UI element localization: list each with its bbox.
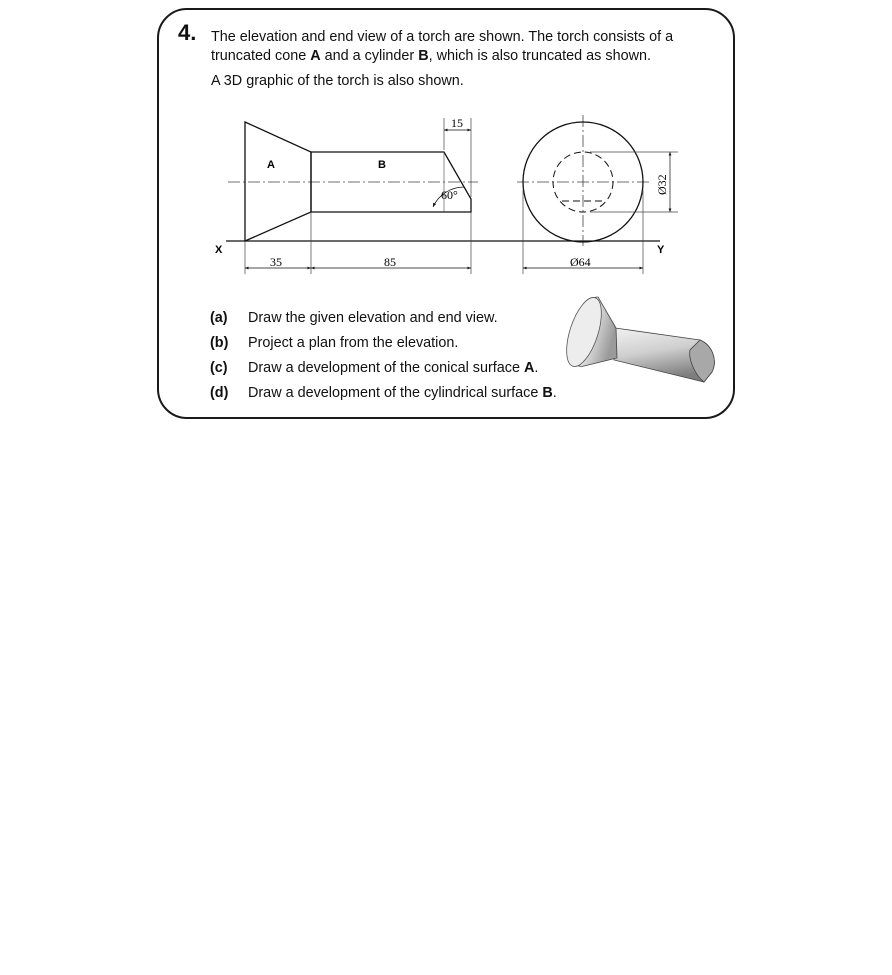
intro-text-2: and a cylinder	[320, 48, 419, 64]
part-b	[210, 330, 557, 355]
part-c-text: Draw a development of the conical surface	[248, 359, 524, 376]
intro-bold-a: A	[310, 48, 321, 64]
question-number: 4.	[178, 20, 197, 45]
orthographic-drawing	[205, 110, 685, 285]
dim-32-text: Ø32	[655, 174, 669, 195]
dim-35-text: 35	[270, 255, 282, 269]
dim-15-text: 15	[451, 116, 463, 130]
part-b-text: Project a plan from the elevation.	[248, 334, 459, 351]
part-d-label: (d)	[210, 384, 229, 401]
parts-list	[210, 305, 557, 405]
part-a-text: Draw the given elevation and end view.	[248, 309, 498, 326]
intro-bold-b: B	[418, 48, 429, 64]
part-c-tail: .	[534, 359, 539, 376]
part-d-bold: B	[542, 384, 553, 401]
intro-text-3: , which is also truncated as shown.	[428, 48, 651, 64]
intro-text-1: The elevation and end view of a torch are shown. The torch consists of a truncated cone	[211, 29, 674, 64]
part-b-label: (b)	[210, 334, 229, 351]
angle-text: 60°	[441, 188, 458, 202]
part-c	[210, 355, 557, 380]
cone-label-a: A	[267, 159, 275, 171]
xy-label-x: X	[215, 244, 223, 256]
part-d	[210, 380, 557, 405]
xy-label-y: Y	[657, 244, 665, 256]
torch-3d-graphic	[563, 292, 723, 392]
graphic-note: A 3D graphic of the torch is also shown.	[211, 73, 464, 89]
dim-64-text: Ø64	[570, 255, 591, 269]
part-c-label: (c)	[210, 359, 228, 376]
cylinder-label-b: B	[378, 159, 386, 171]
part-a-label: (a)	[210, 309, 228, 326]
part-d-tail: .	[552, 384, 557, 401]
part-a	[210, 305, 557, 330]
dim-85-text: 85	[384, 255, 396, 269]
cone-a-outline	[245, 122, 311, 241]
part-d-text: Draw a development of the cylindrical surface	[248, 384, 543, 401]
part-c-bold: A	[523, 359, 535, 376]
question-intro	[211, 28, 681, 66]
